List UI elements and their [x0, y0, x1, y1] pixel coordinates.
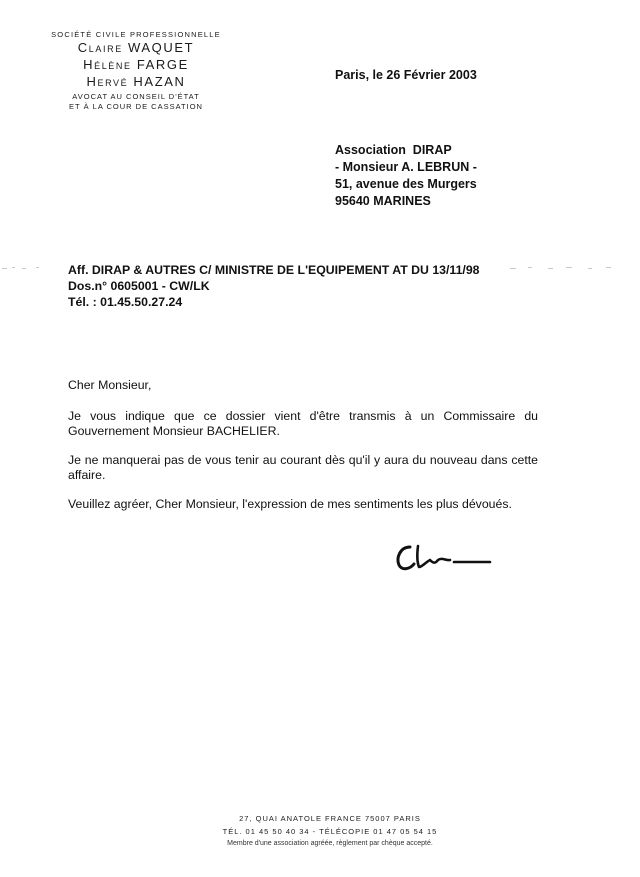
partner-name: Hélène FARGE	[83, 57, 189, 72]
recipient-line: Association DIRAP	[335, 143, 452, 157]
recipient-line: 95640 MARINES	[335, 194, 431, 208]
footer-note: Membre d'une association agréée, règlement par chèque accepté.	[227, 840, 433, 847]
footer-phones: TÉL. 01 45 50 40 34 - TÉLÉCOPIE 01 47 05 54 15	[222, 827, 438, 836]
footer	[130, 812, 530, 850]
reference-line: Dos.n° 0605001 - CW/LK	[68, 279, 210, 293]
recipient-line: 51, avenue des Murgers	[335, 177, 477, 191]
case-reference	[68, 262, 480, 310]
firm-title: ET À LA COUR DE CASSATION	[69, 102, 203, 111]
firm-type: SOCIÉTÉ CIVILE PROFESSIONNELLE	[51, 30, 221, 39]
letter-date: Paris, le 26 Février 2003	[335, 68, 477, 82]
recipient-address	[335, 142, 477, 210]
body-paragraph: Je ne manquerai pas de vous tenir au courant dès qu'il y aura du nouveau dans cette affaire.	[68, 453, 538, 482]
reference-line: Tél. : 01.45.50.27.24	[68, 295, 183, 309]
letterhead	[36, 30, 236, 112]
body-paragraph: Je vous indique que ce dossier vient d'être transmis à un Commissaire du Gouvernement Monsieur BACHELIER.	[68, 409, 538, 438]
footer-address: 27, QUAI ANATOLE FRANCE 75007 PARIS	[239, 814, 421, 823]
signature	[392, 538, 492, 572]
firm-title: AVOCAT AU CONSEIL D'ÉTAT	[72, 92, 200, 101]
greeting: Cher Monsieur,	[68, 378, 152, 392]
body-paragraph: Veuillez agréer, Cher Monsieur, l'expression de mes sentiments les plus dévoués.	[68, 497, 512, 511]
letter-body	[68, 378, 538, 526]
partner-name: Claire WAQUET	[77, 40, 195, 55]
reference-line: Aff. DIRAP & AUTRES C/ MINISTRE DE L'EQUIPEMENT AT DU 13/11/98	[68, 263, 480, 277]
recipient-line: - Monsieur A. LEBRUN -	[335, 160, 477, 174]
partner-name: Hervé HAZAN	[86, 74, 186, 89]
